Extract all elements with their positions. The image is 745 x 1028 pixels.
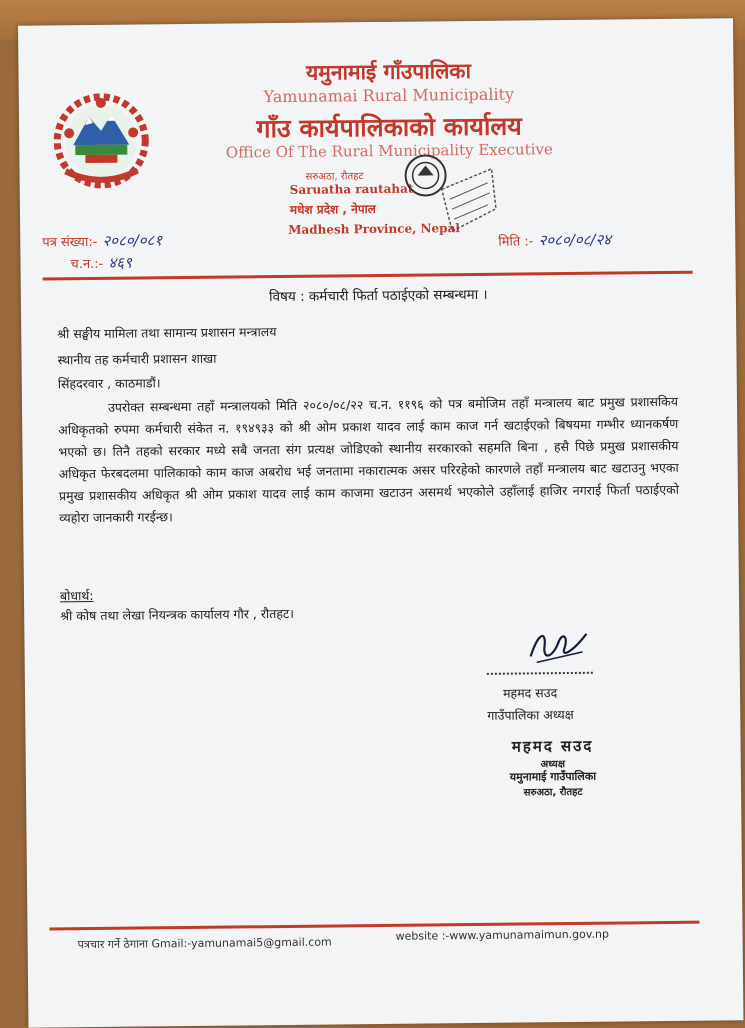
patra-sankhya: पत्र संख्या:- २०८०/०८१ <box>42 231 163 251</box>
office-stamp-icon <box>391 139 500 240</box>
signatory-title: गाउँपालिका अध्यक्ष <box>487 706 574 723</box>
office-name-nepali: गाँउ कार्यपालिकाको कार्यालय <box>256 111 522 144</box>
address-nepali: सरुअठा, रौतहट <box>305 171 364 183</box>
nepal-emblem-icon <box>51 92 152 189</box>
letter-date: मिति :- २०८०/०८/२४ <box>498 230 612 250</box>
patra-sankhya-value: २०८०/०८१ <box>102 231 163 250</box>
province-english: Madhesh Province, Nepal <box>288 221 460 237</box>
letter-page <box>18 18 743 1027</box>
municipality-name-english: Yamunamai Rural Municipality <box>263 84 515 107</box>
cc-label: बोधार्थ: <box>59 587 94 604</box>
seal-organization: यमुनामाई गाउँपालिका <box>509 769 597 784</box>
handwritten-signature-icon <box>524 622 594 669</box>
seal-place: सरुअठा, रौतहट <box>523 786 583 799</box>
letter-body-paragraph: उपरोक्त सम्बन्धमा तहाँ मन्त्रालयको मिति २०८०/०८/२२ च.न. ११९६ को पत्र बमोजिम तहाँ मन्त्रालय बाट प्रमुख प्रशासकिय अधिकृतको रुपमा कर्मचारी संकेत न. १९४९३३ को श्री ओम प्रकाश यादव लाई काम काज गर्न खटाईएको बिषयमा गम्भीर ध्यानकर्षण भएको छ। तिनै तहको सरकार मध्ये सबै जनता संग प्रत्यक्ष जोडिएको स्थानीय सरकारको सहमति बिना , हसै पिछे प्रमुख प्रशासकीय अधिकृत फेरबदलमा पालिकाको काम काज अबरोध भई जनतामा नकारात्मक असर परिरहेको कारणले तहाँ मन्त्रालय बाट खटाउनु भएका प्रमुख प्रशासकीय अधिकृत श्री ओम प्रकाश यादव लाई काम काजमा खटाउन असमर्थ भएकोले उहाँलाई हाजिर नगराई फिर्ता पठाईएको व्यहोरा जानकारी गरईन्छ। <box>58 393 679 526</box>
letter-date-value: २०८०/०८/२४ <box>538 230 612 250</box>
recipient-line-1: श्री सङ्घीय मामिला तथा सामान्य प्रशासन मन्त्रालय <box>57 324 277 342</box>
cc-recipient: श्री कोष तथा लेखा नियन्त्रक कार्यालय गौर , रौतहट। <box>60 605 295 624</box>
signature-line <box>487 672 593 675</box>
chalani-number-value: ४६९ <box>108 253 132 272</box>
seal-name: महमद सउद <box>511 736 594 756</box>
chalani-number: च.न.:- ४६९ <box>70 253 132 273</box>
seal-role: अध्यक्ष <box>540 759 566 771</box>
recipient-line-3: सिंहदरवार , काठमाडौं। <box>57 375 161 392</box>
letter-subject: विषय : कर्मचारी फिर्ता पठाईएको सम्बन्धमा । <box>269 286 488 306</box>
province-nepali: मधेश प्रदेश , नेपाल <box>289 202 376 217</box>
municipality-name-nepali: यमुनामाई गाँउपालिका <box>305 59 472 85</box>
recipient-line-2: स्थानीय तह कर्मचारी प्रशासन शाखा <box>57 350 217 368</box>
footer-email: पत्रचार गर्ने ठेगाना Gmail:-yamunamai5@gmail.com <box>77 935 332 952</box>
footer-website: website :-www.yamunamaimun.gov.np <box>395 927 610 943</box>
header-divider <box>43 271 693 281</box>
office-name-english: Office Of The Rural Municipality Executive <box>225 140 553 162</box>
address-english: Saruatha rautahat <box>289 181 414 197</box>
signatory-name: महमद सउद <box>502 685 558 701</box>
